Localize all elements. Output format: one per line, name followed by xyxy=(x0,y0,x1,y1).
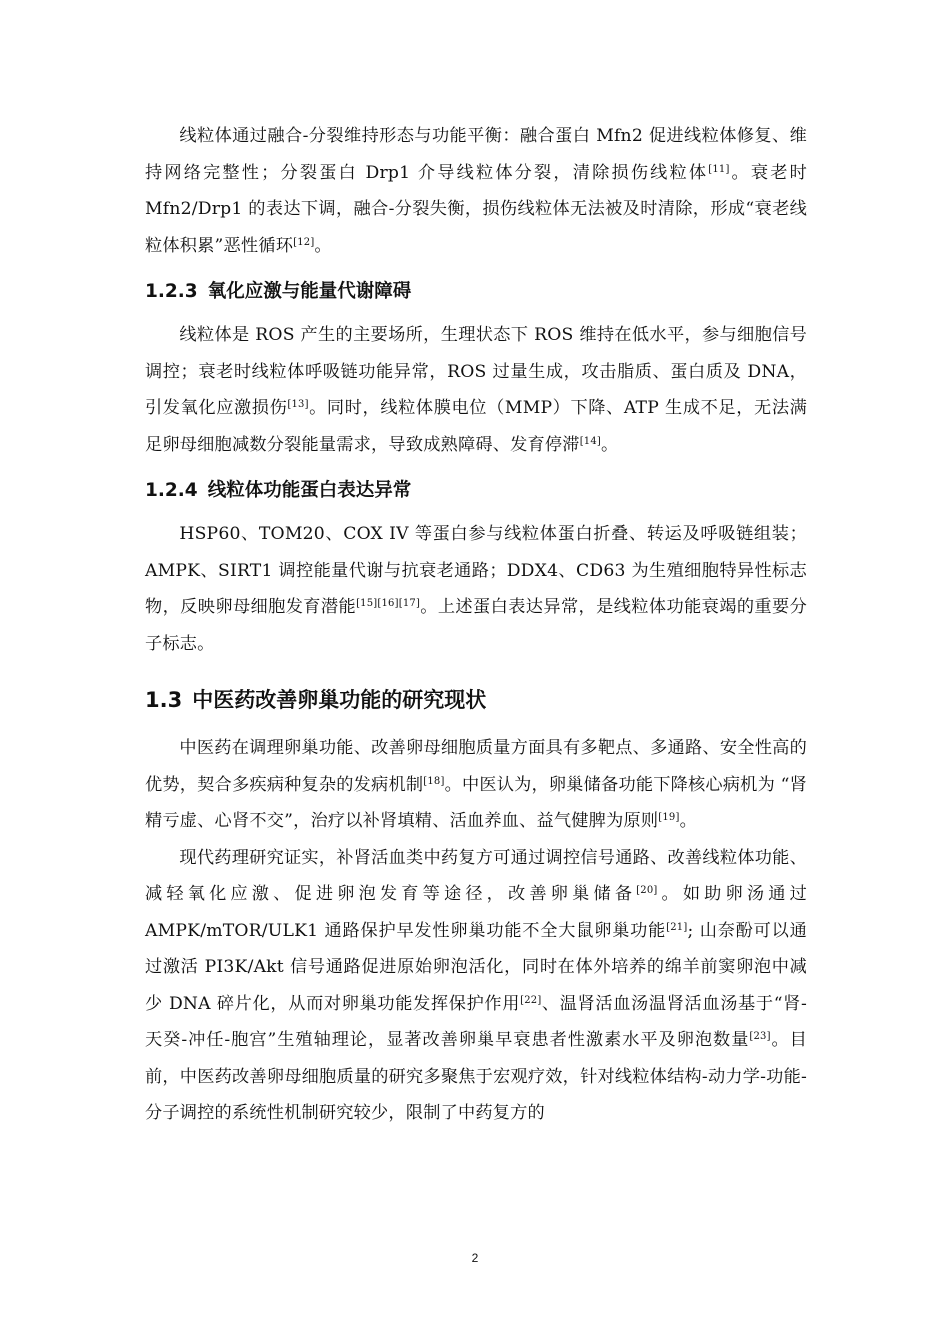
citation[interactable]: [21] xyxy=(666,921,688,933)
section-title: 中医药改善卵巢功能的研究现状 xyxy=(192,688,487,712)
heading-1-2-3 xyxy=(145,277,807,307)
paragraph-tcm-pharmacology: 现代药理研究证实，补肾活血类中药复方可通过调控信号通路、改善线粒体功能、减轻氧化应激、促进卵泡发育等途径，改善卵巢储备[20]。如助卵汤通过 AMPK/mTOR/ULK1 通路保护早发性卵巢功能不全大鼠卵巢功能[21]; 山奈酚可以通过激活 PI3K/Akt 信号通路促进原始卵泡活化，同时在体外培养的绵羊前窦卵泡中减少 DNA 碎片化，从而对卵巢功能发挥保护作用[22]、温肾活血汤温肾活血汤基于“肾-天癸-冲任-胞宫”生殖轴理论，显著改善卵巢早衰患者性激素水平及卵泡数量[23]。目前，中医药改善卵母细胞质量的研究多聚焦于宏观疗效，针对线粒体结构-动力学-功能-分子调控的系统性机制研究较少，限制了中药复方的 xyxy=(145,847,808,1123)
section-number: 1.2.4 xyxy=(145,480,198,501)
paragraph-functional-proteins: HSP60、TOM20、COX IV 等蛋白参与线粒体蛋白折叠、转运及呼吸链组装；AMPK、SIRT1 调控能量代谢与抗衰老通路；DDX4、CD63 为生殖细胞特异性标志物，反映卵母细胞发育潜能[15][16][17]。上述蛋白表达异常，是线粒体功能衰竭的重要分子标志。 xyxy=(145,524,807,654)
citation[interactable]: [19] xyxy=(658,812,680,823)
citation[interactable]: [11] xyxy=(708,163,730,175)
section-title: 线粒体功能蛋白表达异常 xyxy=(207,480,412,501)
page-number: 2 xyxy=(471,1251,479,1265)
citation[interactable]: [23] xyxy=(749,1031,771,1042)
paragraph-tcm-overview: 中医药在调理卵巢功能、改善卵母细胞质量方面具有多靶点、多通路、安全性高的优势，契合多疾病种复杂的发病机制[18]。中医认为，卵巢储备功能下降核心病机为 “肾精亏虚、心肾不交”，治疗以补肾填精、活血养血、益气健脾为原则[19]。 xyxy=(145,738,808,831)
paragraph-oxidative-stress: 线粒体是 ROS 产生的主要场所，生理状态下 ROS 维持在低水平，参与细胞信号调控；衰老时线粒体呼吸链功能异常，ROS 过量生成，攻击脂质、蛋白质及 DNA，引发氧化应激损伤[13]。同时，线粒体膜电位（MMP）下降、ATP 生成不足，无法满足卵母细胞减数分裂能量需求，导致成熟障碍、发育停滞[14]。 xyxy=(145,325,807,455)
heading-1-3 xyxy=(145,684,807,716)
section-number: 1.3 xyxy=(145,688,183,712)
citation[interactable]: [12] xyxy=(293,236,315,248)
citation[interactable]: [13] xyxy=(287,399,309,410)
citation[interactable]: [22] xyxy=(520,994,542,1006)
heading-1-2-4 xyxy=(145,476,807,506)
section-title: 氧化应激与能量代谢障碍 xyxy=(207,281,412,302)
section-number: 1.2.3 xyxy=(145,281,198,302)
citation[interactable]: [15][16][17] xyxy=(356,598,421,609)
citation[interactable]: [20] xyxy=(636,885,658,896)
citation[interactable]: [18] xyxy=(423,775,445,787)
page-content xyxy=(145,118,807,1132)
citation[interactable]: [14] xyxy=(579,435,602,447)
paragraph-mitochondrial-dynamics: 线粒体通过融合-分裂维持形态与功能平衡：融合蛋白 Mfn2 促进线粒体修复、维持网络完整性；分裂蛋白 Drp1 介导线粒体分裂，清除损伤线粒体[11]。衰老时 Mfn2/Drp1 的表达下调，融合-分裂失衡，损伤线粒体无法被及时清除，形成“衰老线粒体积累”恶性循环[12]。 xyxy=(145,126,807,256)
